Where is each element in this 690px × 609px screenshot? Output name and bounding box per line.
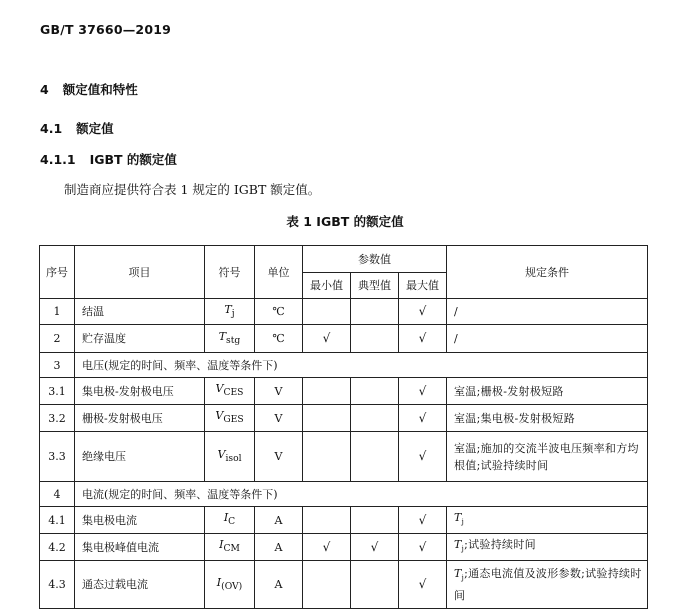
section-number: 4 [40,82,49,97]
table-caption: 表 1 IGBT 的额定值 [286,214,404,229]
section-number: 4.1.1 [40,152,76,167]
cell-max: √ [399,405,447,432]
cell-symbol: $V_{CES}$ [205,378,255,405]
cell-max: √ [399,534,447,561]
cell-seq: 3.3 [40,432,75,482]
cell-item: 集电极-发射极电压 [75,378,205,405]
cell-max: √ [399,432,447,482]
cell-min [303,378,351,405]
table-row [40,353,648,378]
header-params: 参数值 [303,246,447,273]
header-symbol: 符号 [205,246,255,299]
header-unit: 单位 [255,246,303,299]
header-max: 最大值 [399,273,447,299]
cell-min: √ [303,534,351,561]
cell-symbol: $I_{CM}$ [205,534,255,561]
header-cond: 规定条件 [447,246,648,299]
cell-symbol: $I_{(OV)}$ [205,561,255,609]
cell-min [303,507,351,534]
cell-max: √ [399,299,447,325]
cell-item: 结温 [75,299,205,325]
cell-max: √ [399,325,447,353]
cell-typ [351,405,399,432]
cell-min [303,405,351,432]
cell-item: 栅极-发射极电压 [75,405,205,432]
cell-cond: 室温;集电极-发射极短路 [447,405,648,432]
cell-seq: 4 [40,482,75,507]
cell-seq: 1 [40,299,75,325]
cell-min [303,561,351,609]
cell-seq: 3 [40,353,75,378]
cell-typ [351,432,399,482]
cell-cond: / [447,325,648,353]
cell-typ [351,378,399,405]
cell-seq: 2 [40,325,75,353]
cell-cond: / [447,299,648,325]
cell-typ [351,507,399,534]
table-row [40,534,648,561]
cell-unit: V [255,405,303,432]
section-4-1-heading [40,119,114,137]
table-row [40,432,648,482]
cell-unit: V [255,378,303,405]
cell-min [303,432,351,482]
section-4-1-1-heading [40,150,177,168]
header-min: 最小值 [303,273,351,299]
cell-item: 贮存温度 [75,325,205,353]
cell-seq: 4.2 [40,534,75,561]
cell-cond: $T_j$ [447,507,648,534]
cell-group-title: 电流(规定的时间、频率、温度等条件下) [75,482,648,507]
table-row [40,482,648,507]
cell-unit: ℃ [255,325,303,353]
cell-cond: 室温;栅极-发射极短路 [447,378,648,405]
cell-group-title: 电压(规定的时间、频率、温度等条件下) [75,353,648,378]
cell-symbol: $T_{stg}$ [205,325,255,353]
section-4-heading [40,80,138,98]
cell-seq: 4.1 [40,507,75,534]
cell-unit: ℃ [255,299,303,325]
table-row [40,561,648,609]
cell-typ: √ [351,534,399,561]
cell-cond: $T_j$;试验持续时间 [447,534,648,561]
section-number: 4.1 [40,121,63,136]
cell-symbol: $T_j$ [205,299,255,325]
cell-unit: V [255,432,303,482]
cell-typ [351,325,399,353]
table-row [40,325,648,353]
cell-item: 集电极峰值电流 [75,534,205,561]
table-row [40,378,648,405]
cell-min: √ [303,325,351,353]
cell-typ [351,299,399,325]
cell-item: 绝缘电压 [75,432,205,482]
cell-symbol: $V_{GES}$ [205,405,255,432]
cell-cond: $T_j$;通态电流值及波形参数;试验持续时间 [447,561,648,609]
table-row [40,299,648,325]
cell-typ [351,561,399,609]
cell-seq: 3.2 [40,405,75,432]
section-title: IGBT 的额定值 [89,152,177,167]
section-title: 额定值 [76,121,114,136]
ratings-table [39,245,648,609]
cell-unit: A [255,534,303,561]
body-paragraph: 制造商应提供符合表 1 规定的 IGBT 额定值。 [64,182,321,197]
cell-max: √ [399,507,447,534]
cell-seq: 3.1 [40,378,75,405]
cell-unit: A [255,507,303,534]
table-row [40,405,648,432]
cell-min [303,299,351,325]
header-typ: 典型值 [351,273,399,299]
cell-symbol: $I_C$ [205,507,255,534]
cell-cond: 室温;施加的交流半波电压频率和方均根值;试验持续时间 [447,432,648,482]
header-item: 项目 [75,246,205,299]
header-seq: 序号 [40,246,75,299]
cell-seq: 4.3 [40,561,75,609]
section-title: 额定值和特性 [62,82,138,97]
cell-symbol: $V_{isol}$ [205,432,255,482]
cell-item: 集电极电流 [75,507,205,534]
cell-max: √ [399,378,447,405]
standard-header: GB/T 37660—2019 [40,22,172,37]
cell-max: √ [399,561,447,609]
cell-unit: A [255,561,303,609]
cell-item: 通态过载电流 [75,561,205,609]
table-row [40,507,648,534]
